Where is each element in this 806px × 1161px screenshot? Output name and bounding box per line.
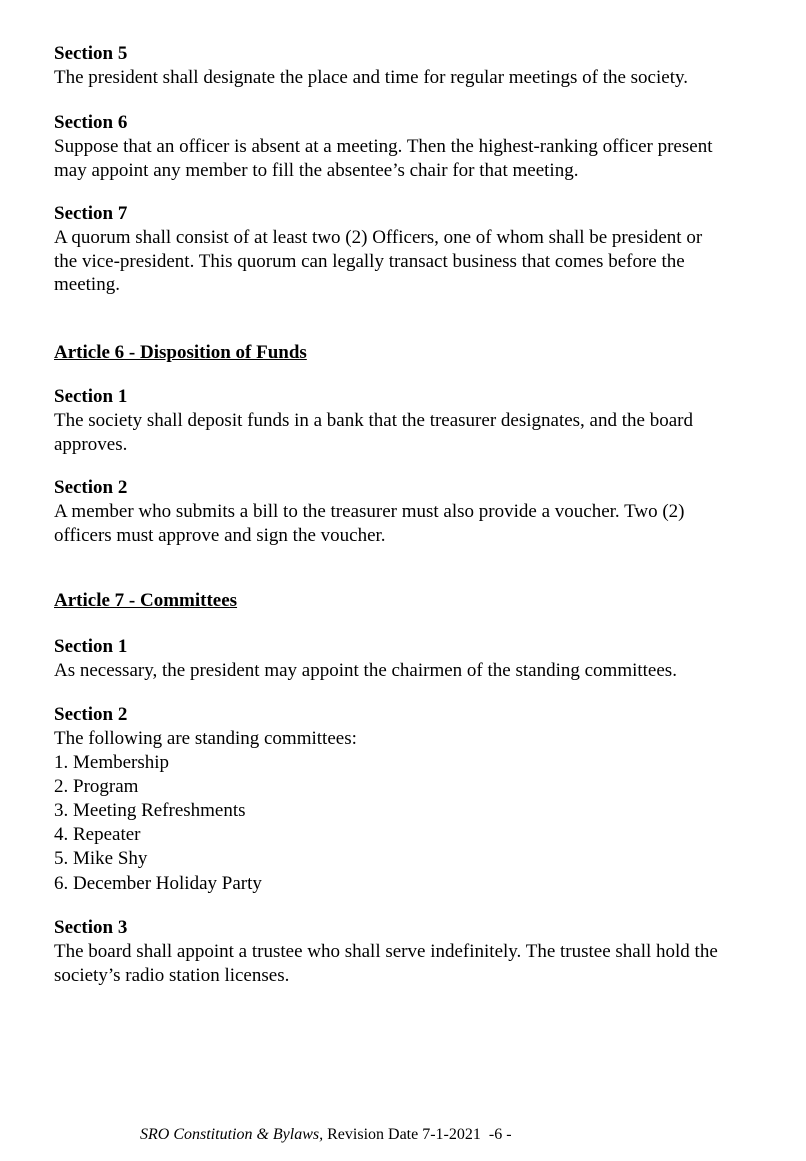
section-title: Section 5	[54, 43, 128, 64]
list-item: 2. Program	[54, 775, 139, 797]
list-item: 6. December Holiday Party	[54, 872, 262, 894]
article-7-section-2	[54, 703, 754, 896]
section-title: Section 1	[54, 636, 128, 657]
section-6	[54, 111, 754, 182]
article-6-section-1	[54, 385, 754, 456]
section-title: Section 7	[54, 203, 128, 224]
section-text: As necessary, the president may appoint the chairmen of the standing committees.	[54, 660, 677, 681]
section-7	[54, 202, 754, 297]
section-title: Section 2	[54, 477, 128, 498]
section-text-line: The society shall deposit funds in a bank that the treasurer designates, and the board	[54, 410, 693, 431]
section-text-line: meeting.	[54, 274, 120, 295]
footer-revision: Revision Date 7-1-2021	[323, 1126, 481, 1143]
section-title: Section 1	[54, 386, 128, 407]
list-item: 5. Mike Shy	[54, 848, 148, 870]
section-text-line: society’s radio station licenses.	[54, 964, 290, 986]
section-text: The president shall designate the place and time for regular meetings of the society.	[54, 67, 688, 88]
article-7-section-1	[54, 635, 754, 683]
section-text-line: A quorum shall consist of at least two (2) Officers, one of whom shall be president or	[54, 227, 703, 248]
section-text-line: The board shall appoint a trustee who shall serve indefinitely. The trustee shall hold the	[54, 941, 718, 962]
article-7-section-3	[54, 916, 754, 987]
section-title: Section 3	[54, 917, 128, 938]
article-6	[54, 341, 754, 365]
article-6-section-2	[54, 476, 754, 547]
section-title: Section 6	[54, 112, 128, 133]
list-item: 3. Meeting Refreshments	[54, 799, 246, 821]
list-item: 4. Repeater	[54, 824, 141, 846]
committee-list	[54, 751, 754, 896]
section-text-line: approves.	[54, 433, 128, 455]
section-text-line: may appoint any member to fill the absentee’s chair for that meeting.	[54, 159, 579, 181]
article-heading: Article 6 - Disposition of Funds	[54, 342, 307, 363]
section-text-line: A member who submits a bill to the treasurer must also provide a voucher. Two (2)	[54, 501, 685, 522]
list-item: 1. Membership	[54, 751, 170, 773]
section-text-line: Suppose that an officer is absent at a meeting. Then the highest-ranking officer present	[54, 136, 713, 157]
section-text-line: officers must approve and sign the voucher.	[54, 524, 386, 546]
footer-doc-title: SRO Constitution & Bylaws,	[140, 1126, 324, 1143]
section-intro: The following are standing committees:	[54, 728, 357, 749]
article-7	[54, 589, 754, 613]
article-heading: Article 7 - Committees	[54, 590, 238, 611]
section-5	[54, 42, 754, 90]
page-footer	[140, 1125, 512, 1145]
section-text-line: the vice-president. This quorum can legally transact business that comes before the	[54, 250, 685, 272]
page-number: -6 -	[480, 1126, 512, 1143]
section-title: Section 2	[54, 704, 128, 725]
